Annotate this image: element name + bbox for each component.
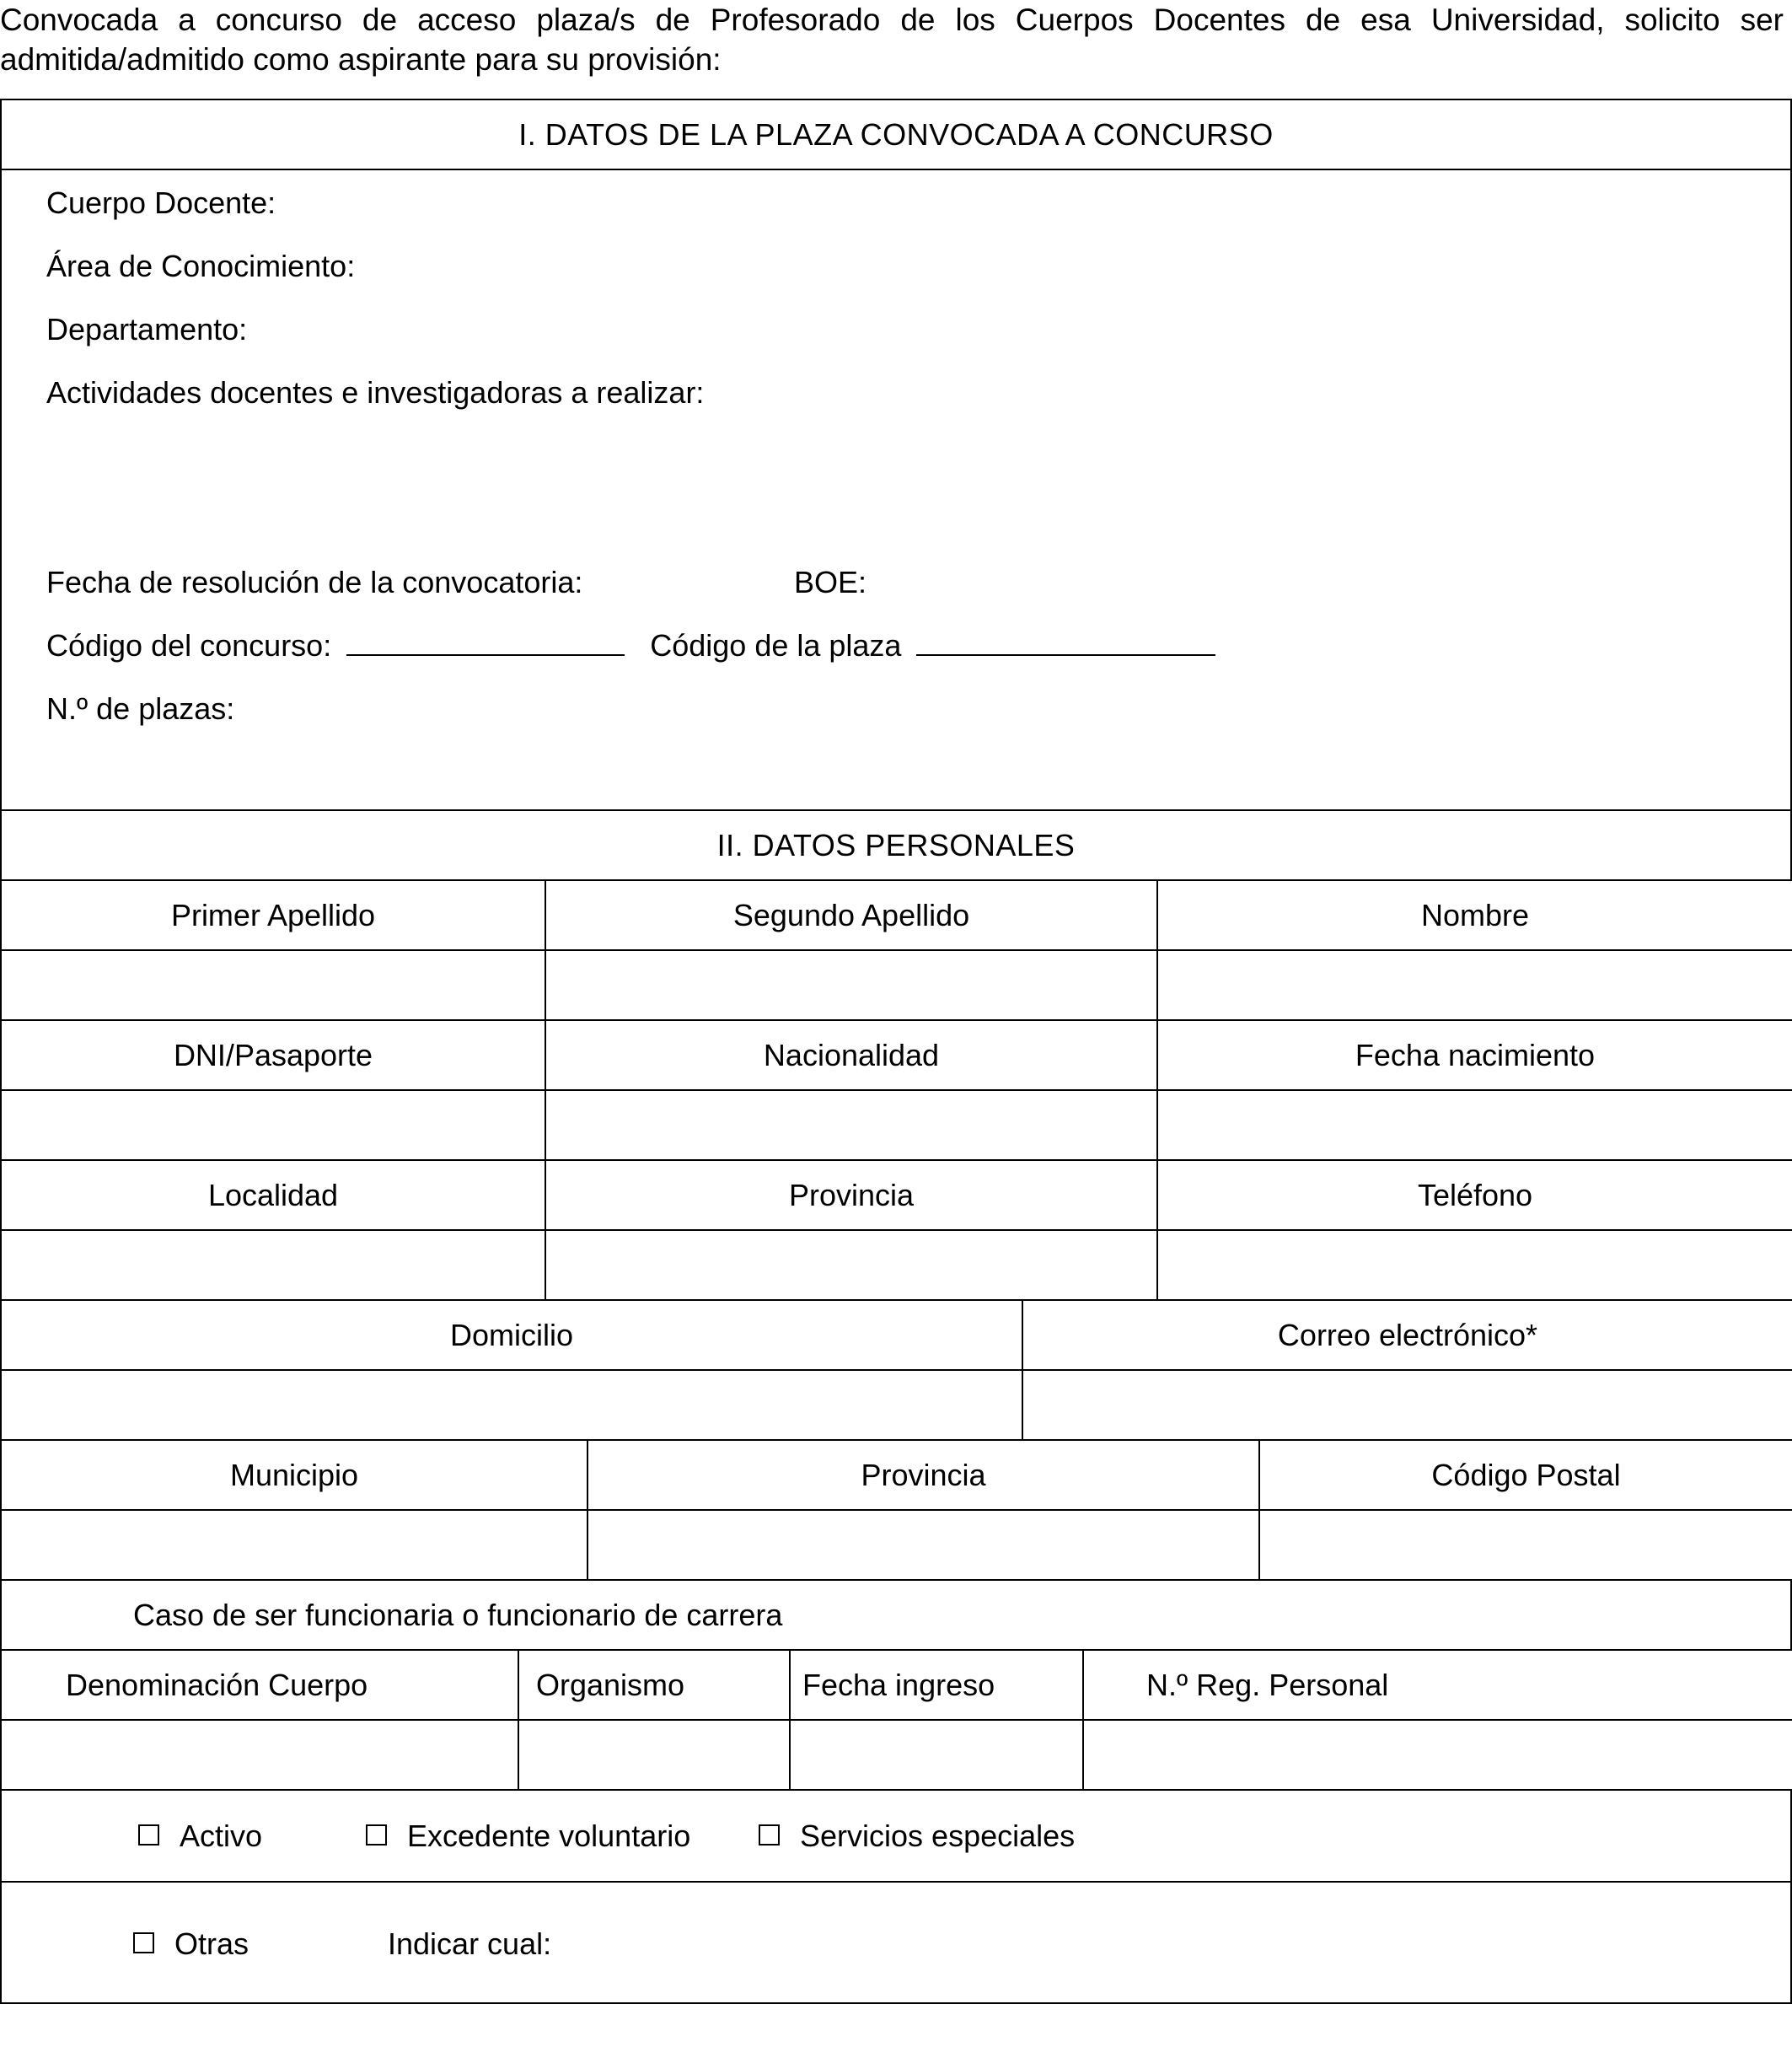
reg-personal-field[interactable] — [1083, 1720, 1792, 1790]
telefono-field[interactable] — [1157, 1230, 1792, 1300]
table-row — [1, 1160, 1792, 1230]
application-form — [0, 99, 1792, 2038]
funcionario-label: Caso de ser funcionaria o funcionario de carrera — [1, 1580, 1791, 1650]
personal-address-table — [0, 1439, 1792, 1581]
status-row-2 — [1, 1882, 1791, 2003]
status-row-1 — [1, 1790, 1791, 1882]
servicios-checkbox[interactable] — [759, 1824, 780, 1846]
personal-three-col-table — [0, 879, 1792, 1301]
servicios-label: Servicios especiales — [800, 1819, 1076, 1853]
table-row — [1, 950, 1792, 1020]
boe-label: BOE: — [794, 565, 867, 599]
telefono-label: Teléfono — [1157, 1160, 1792, 1230]
indicar-label: Indicar cual: — [388, 1926, 552, 1961]
area-conocimiento-label: Área de Conocimiento: — [46, 249, 356, 283]
codigo-postal-label: Código Postal — [1259, 1440, 1792, 1510]
segundo-apellido-label: Segundo Apellido — [545, 880, 1157, 950]
domicilio-label: Domicilio — [1, 1300, 1022, 1370]
servicios-option[interactable] — [759, 1819, 1075, 1854]
excedente-checkbox[interactable] — [366, 1824, 387, 1846]
section-plaza-title: I. DATOS DE LA PLAZA CONVOCADA A CONCURSO — [1, 99, 1791, 169]
table-row — [1, 880, 1792, 950]
table-row — [1, 1090, 1792, 1160]
intro-paragraph: Convocada a concurso de acceso plaza/s de Profesorado de los Cuerpos Docentes de esa Universidad, solicito ser admitida/admitido como aspirante para su provisión: — [0, 3, 1784, 77]
section-plaza-table — [0, 99, 1792, 881]
table-row — [1, 1230, 1792, 1300]
fecha-resolucion-label: Fecha de resolución de la convocatoria: — [46, 565, 583, 599]
reg-personal-label: N.º Reg. Personal — [1083, 1650, 1792, 1720]
personal-two-col-table — [0, 1299, 1792, 1441]
dni-label: DNI/Pasaporte — [1, 1020, 545, 1090]
table-row — [1, 1370, 1792, 1440]
activo-label: Activo — [180, 1819, 263, 1853]
fecha-nacimiento-label: Fecha nacimiento — [1157, 1020, 1792, 1090]
section-personal-title: II. DATOS PERSONALES — [1, 810, 1791, 880]
primer-apellido-label: Primer Apellido — [1, 880, 545, 950]
denominacion-cuerpo-field[interactable] — [1, 1720, 518, 1790]
otras-label: Otras — [174, 1926, 249, 1961]
otras-option[interactable] — [133, 1926, 249, 1962]
localidad-label: Localidad — [1, 1160, 545, 1230]
excedente-label: Excedente voluntario — [407, 1819, 691, 1853]
funcionario-title-table — [0, 1579, 1792, 1651]
nacionalidad-field[interactable] — [545, 1090, 1157, 1160]
correo-label: Correo electrónico* — [1022, 1300, 1792, 1370]
provincia-label: Provincia — [545, 1160, 1157, 1230]
organismo-label: Organismo — [518, 1650, 790, 1720]
table-row — [1, 1510, 1792, 1580]
status-table — [0, 1789, 1792, 2004]
codigo-postal-field[interactable] — [1259, 1510, 1792, 1580]
codigo-concurso-blank[interactable] — [346, 629, 625, 656]
provincia-2-field[interactable] — [587, 1510, 1259, 1580]
codigo-plaza-blank[interactable] — [916, 629, 1215, 656]
municipio-label: Municipio — [1, 1440, 587, 1510]
primer-apellido-field[interactable] — [1, 950, 545, 1020]
codigo-concurso-label: Código del concurso: — [46, 628, 332, 663]
otras-checkbox[interactable] — [133, 1932, 154, 1953]
num-plazas-label: N.º de plazas: — [46, 691, 235, 726]
fecha-ingreso-field[interactable] — [790, 1720, 1083, 1790]
codigo-concurso-row — [46, 628, 1215, 664]
dni-field[interactable] — [1, 1090, 545, 1160]
activo-checkbox[interactable] — [138, 1824, 159, 1846]
segundo-apellido-field[interactable] — [545, 950, 1157, 1020]
table-row — [1, 1300, 1792, 1370]
nombre-field[interactable] — [1157, 950, 1792, 1020]
funcionario-table — [0, 1649, 1792, 1791]
nacionalidad-label: Nacionalidad — [545, 1020, 1157, 1090]
denominacion-cuerpo-label: Denominación Cuerpo — [1, 1650, 518, 1720]
fecha-ingreso-label: Fecha ingreso — [790, 1650, 1083, 1720]
provincia-2-label: Provincia — [587, 1440, 1259, 1510]
organismo-field[interactable] — [518, 1720, 790, 1790]
table-row — [1, 1720, 1792, 1790]
actividades-label: Actividades docentes e investigadoras a realizar: — [46, 375, 705, 410]
localidad-field[interactable] — [1, 1230, 545, 1300]
provincia-field[interactable] — [545, 1230, 1157, 1300]
table-row — [1, 1650, 1792, 1720]
domicilio-field[interactable] — [1, 1370, 1022, 1440]
departamento-label: Departamento: — [46, 312, 248, 347]
municipio-field[interactable] — [1, 1510, 587, 1580]
nombre-label: Nombre — [1157, 880, 1792, 950]
cuerpo-docente-label: Cuerpo Docente: — [46, 185, 276, 220]
fecha-nacimiento-field[interactable] — [1157, 1090, 1792, 1160]
table-row — [1, 1020, 1792, 1090]
correo-field[interactable] — [1022, 1370, 1792, 1440]
codigo-plaza-label: Código de la plaza — [650, 628, 902, 663]
activo-option[interactable] — [138, 1819, 262, 1854]
section-plaza-body — [1, 169, 1791, 810]
table-row — [1, 1440, 1792, 1510]
excedente-option[interactable] — [366, 1819, 690, 1854]
